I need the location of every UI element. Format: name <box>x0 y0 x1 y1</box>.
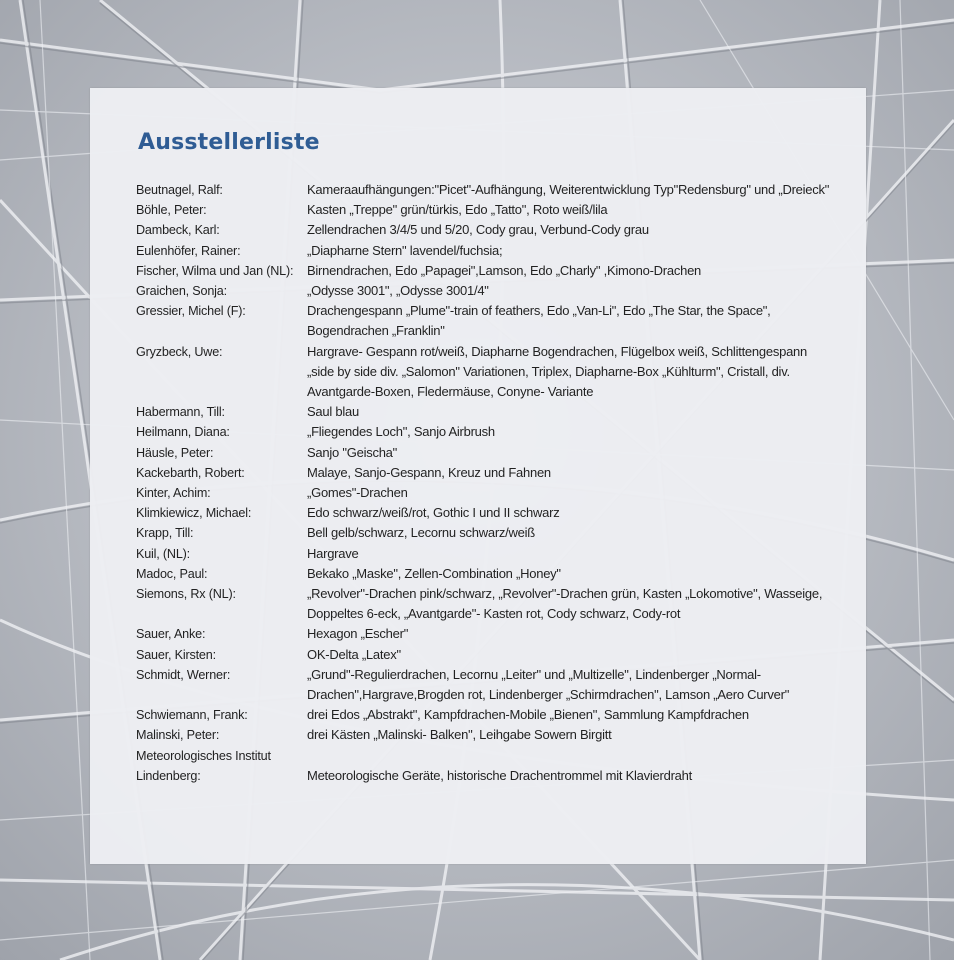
exhibitor-items: Malaye, Sanjo-Gespann, Kreuz und Fahnen <box>307 464 551 480</box>
exhibitor-items: Sanjo "Geischa" <box>307 444 398 460</box>
exhibitor-name: Dambeck, Karl: <box>136 222 220 238</box>
exhibitor-row <box>136 564 856 584</box>
exhibitor-name: Fischer, Wilma und Jan (NL): <box>136 262 294 278</box>
exhibitor-name: Madoc, Paul: <box>136 565 208 581</box>
exhibitor-name: Klimkiewicz, Michael: <box>136 505 252 521</box>
exhibitor-name: Sauer, Kirsten: <box>136 646 216 662</box>
exhibitor-list <box>136 180 856 786</box>
page-title: Ausstellerliste <box>138 130 320 155</box>
exhibitor-row <box>136 220 856 240</box>
exhibitor-name: Heilmann, Diana: <box>136 424 230 440</box>
exhibitor-row <box>136 422 856 442</box>
exhibitor-name: Böhle, Peter: <box>136 202 207 218</box>
exhibitor-items: Edo schwarz/weiß/rot, Gothic I und II schwarz <box>307 505 560 521</box>
exhibitor-name: Kinter, Achim: <box>136 485 211 501</box>
exhibitor-row <box>136 503 856 523</box>
exhibitor-items: Hexagon „Escher" <box>307 626 409 642</box>
exhibitor-row <box>136 402 856 422</box>
exhibitor-row <box>136 544 856 564</box>
exhibitor-name: Malinski, Peter: <box>136 727 220 743</box>
exhibitor-name: Schmidt, Werner: <box>136 666 231 682</box>
exhibitor-row <box>136 281 856 301</box>
exhibitor-items: Bell gelb/schwarz, Lecornu schwarz/weiß <box>307 525 535 541</box>
exhibitor-name: Schwiemann, Frank: <box>136 707 248 723</box>
exhibitor-name: Beutnagel, Ralf: <box>136 182 223 197</box>
exhibitor-row <box>136 463 856 483</box>
exhibitor-name: Gryzbeck, Uwe: <box>136 343 223 359</box>
exhibitor-items: Saul blau <box>307 404 359 420</box>
exhibitor-row <box>136 665 856 705</box>
exhibitor-name: Häusle, Peter: <box>136 444 214 460</box>
exhibitor-row <box>136 523 856 543</box>
exhibitor-name: Kackebarth, Robert: <box>136 464 245 480</box>
exhibitor-name: Siemons, Rx (NL): <box>136 586 236 602</box>
exhibitor-name: Eulenhöfer, Rainer: <box>136 242 241 258</box>
exhibitor-name: Graichen, Sonja: <box>136 283 227 299</box>
exhibitor-items: „Grund"-Regulierdrachen, Lecornu „Leiter" und „Multizelle", Lindenberger „Normal- Drachen",Hargrave,Brogden rot, Lindenberger „Schirmdrachen", Lamson „Aero Curver" <box>307 666 790 703</box>
exhibitor-row <box>136 301 856 341</box>
exhibitor-name: Habermann, Till: <box>136 404 225 420</box>
exhibitor-items: OK-Delta „Latex" <box>307 646 401 662</box>
exhibitor-row <box>136 342 856 403</box>
exhibitor-items: Kasten „Treppe" grün/türkis, Edo „Tatto", Roto weiß/lila <box>307 202 608 218</box>
exhibitor-items: Birnendrachen, Edo „Papagei",Lamson, Edo „Charly" ,Kimono-Drachen <box>307 262 702 278</box>
exhibitor-items: Zellendrachen 3/4/5 und 5/20, Cody grau, Verbund-Cody grau <box>307 222 649 238</box>
exhibitor-name: Sauer, Anke: <box>136 626 206 642</box>
exhibitor-row <box>136 241 856 261</box>
exhibitor-items: drei Edos „Abstrakt", Kampfdrachen-Mobile „Bienen", Sammlung Kampfdrachen <box>307 707 749 723</box>
exhibitor-items: Hargrave <box>307 545 359 561</box>
exhibitor-row <box>136 584 856 624</box>
exhibitor-row <box>136 483 856 503</box>
exhibitor-name: Kuil, (NL): <box>136 545 190 561</box>
exhibitor-name: Meteorologisches Institut Lindenberg: <box>136 747 271 783</box>
exhibitor-row <box>136 624 856 644</box>
exhibitor-row <box>136 725 856 745</box>
exhibitor-row <box>136 645 856 665</box>
exhibitor-items: „Gomes"-Drachen <box>307 485 408 501</box>
exhibitor-name: Krapp, Till: <box>136 525 194 541</box>
exhibitor-items: drei Kästen „Malinski- Balken", Leihgabe Sowern Birgitt <box>307 727 612 743</box>
exhibitor-row <box>136 746 856 786</box>
exhibitor-row <box>136 261 856 281</box>
exhibitor-row <box>136 200 856 220</box>
exhibitor-items: Meteorologische Geräte, historische Drachentrommel mit Klavierdraht <box>307 767 692 783</box>
exhibitor-items: „Diapharne Stern" lavendel/fuchsia; <box>307 242 503 258</box>
exhibitor-items: Bekako „Maske", Zellen-Combination „Honey" <box>307 565 561 581</box>
exhibitor-items: „Revolver"-Drachen pink/schwarz, „Revolver"-Drachen grün, Kasten „Lokomotive", Wasseige, Doppeltes 6-eck, „Avantgarde"- Kasten rot, Cody schwarz, Cody-rot <box>307 586 823 622</box>
exhibitor-name: Gressier, Michel (F): <box>136 303 246 319</box>
exhibitor-row <box>136 705 856 725</box>
exhibitor-items: „Fliegendes Loch", Sanjo Airbrush <box>307 424 495 440</box>
exhibitor-row <box>136 180 856 200</box>
exhibitor-items: „Odysse 3001", „Odysse 3001/4" <box>307 283 489 299</box>
exhibitor-items: Drachengespann „Plume"-train of feathers, Edo „Van-Li", Edo „The Star, the Space", Bogendrachen „Franklin" <box>307 303 771 339</box>
exhibitor-items: Kameraaufhängungen:"Picet"-Aufhängung, Weiterentwicklung Typ"Redensburg" und „Dreieck" <box>307 182 830 197</box>
exhibitor-row <box>136 443 856 463</box>
exhibitor-list-panel <box>90 88 866 864</box>
exhibitor-items: Hargrave- Gespann rot/weiß, Diapharne Bogendrachen, Flügelbox weiß, Schlittengespann „side by side div. „Salomon" Variationen, Triplex, Diapharne-Box „Kühlturm", Cristall, div. Avantgarde-Boxen, Fledermäuse, Conyne- Variante <box>307 343 808 400</box>
